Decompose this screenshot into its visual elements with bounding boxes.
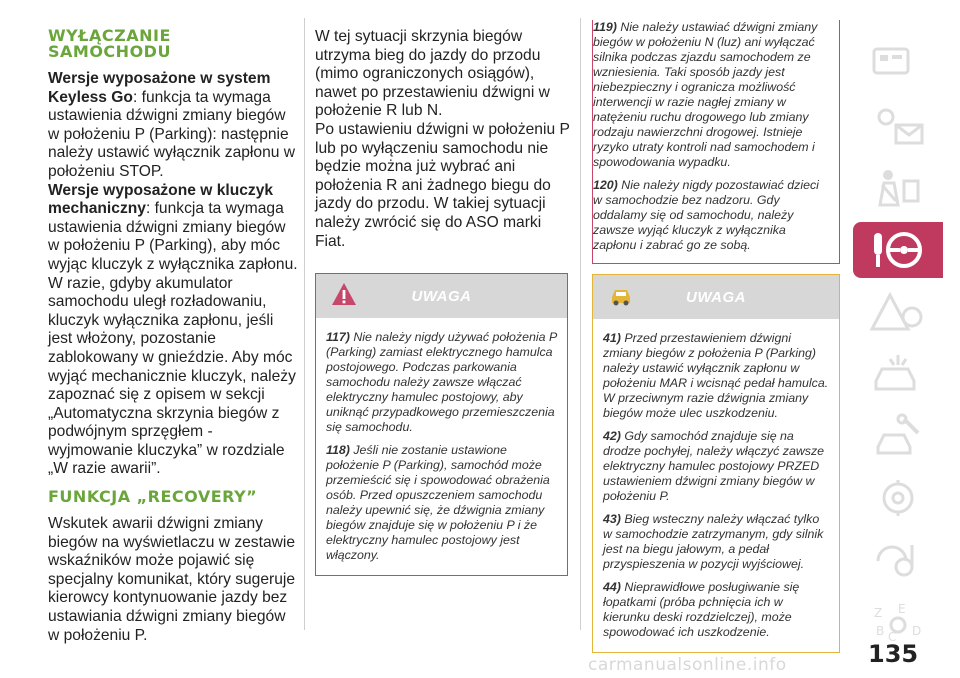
column-left bbox=[48, 28, 298, 645]
multimedia-icon bbox=[868, 537, 928, 583]
keyless-text: : funkcja ta wymaga ustawienia dźwigni zmiany biegów w położeniu P (Parking): następnie należy ustawić wyłącznik zapłonu w położeniu STOP. bbox=[48, 88, 296, 180]
paragraph-gear-hold: W tej sytuacji skrzynia biegów utrzyma bieg do jazdy do przodu (mimo ograniczonych osiągów), nawet po przestawieniu dźwigni w położenie R lub N. bbox=[315, 28, 550, 120]
watermark: carmanualsonline.info bbox=[588, 655, 787, 675]
caution-number: 44) bbox=[603, 580, 621, 594]
lights-envelope-icon bbox=[868, 103, 928, 149]
column-divider bbox=[304, 18, 305, 630]
warning-entry bbox=[326, 443, 559, 563]
technical-data-icon bbox=[868, 475, 928, 521]
caution-entry bbox=[603, 512, 831, 572]
caution-entry bbox=[603, 429, 831, 504]
mechanical-bold: Wersje wyposażone w kluczyk mechaniczny bbox=[48, 181, 274, 218]
keyless-bold: Wersje wyposażone w system Keyless Go bbox=[48, 70, 271, 106]
column-divider bbox=[580, 18, 581, 630]
chapter-tab-lights[interactable] bbox=[853, 98, 943, 154]
svg-text:B: B bbox=[876, 624, 885, 638]
alphabetical-index-icon bbox=[868, 599, 928, 645]
caution-number: 42) bbox=[603, 429, 621, 443]
column-right bbox=[592, 20, 840, 653]
page-number: 135 bbox=[868, 640, 919, 668]
chapter-tab-safety[interactable] bbox=[853, 160, 943, 216]
section-heading-shutdown: WYŁĄCZANIE SAMOCHODU bbox=[48, 26, 171, 61]
warning-box-continued bbox=[592, 20, 840, 264]
caution-number: 41) bbox=[603, 331, 621, 345]
chapter-tab-maintenance[interactable] bbox=[853, 408, 943, 464]
warning-box-body bbox=[316, 318, 567, 575]
caution-box-label: UWAGA bbox=[686, 289, 746, 306]
caution-entry bbox=[603, 580, 831, 640]
steering-wheel-key-icon bbox=[868, 227, 928, 273]
paragraph-battery: W razie, gdyby akumulator samochodu uległ rozładowaniu, kluczyk wyłącznika zapłonu, jeśli jest włożony, pozostanie zablokowany w gnieździe. Aby móc wyjąć mechanicznie kluczyk, należy zapoznać się z opisem w sekcji „Automatyczna skrzynia biegów z podwójnym sprzęgłem - wyjmowanie kluczyka” w rozdziale „W razie awarii”. bbox=[48, 274, 296, 478]
emergency-car-icon bbox=[868, 351, 928, 397]
chapter-tab-emergency[interactable] bbox=[853, 346, 943, 402]
warning-box-label: UWAGA bbox=[411, 288, 472, 306]
warning-text: Nie należy ustawiać dźwigni zmiany biegów w położeniu N (luz) ani wyłączać silnika podczas zjazdu samochodem ze wzniesienia. Taki sposób jazdy jest niebezpieczny i ogranicza możliwość interwencji w razie nagłej zmiany w natężeniu ruchu drogowego lub zmiany rodzaju nawierzchni drogowej. Istnieje ryzyko utraty kontroli nad samochodem i spowodowania wypadku. bbox=[593, 20, 818, 169]
paragraph-keyless bbox=[48, 70, 298, 182]
warning-text: Nie należy nigdy używać położenia P (Parking) zamiast elektrycznego hamulca postojowego. Podczas parkowania samochodu należy zawsze włączać elektryczny hamulec postojowy, aby uniknąć przypadkowego przemieszczenia się samochodu. bbox=[326, 330, 557, 435]
chapter-tab-driving[interactable] bbox=[853, 222, 943, 278]
warning-text: Jeśli nie zostanie ustawione położenie P (Parking), samochód może przemieścić się i spowodować obrażenia osób. Przed opuszczeniem samochodu należy upewnić się, że dźwignia zmiany biegów znajduje się w położeniu P i że elektryczny hamulec postojowy jest włączony. bbox=[326, 443, 550, 563]
svg-text:D: D bbox=[912, 624, 922, 638]
mechanical-text: : funkcja ta wymaga ustawienia dźwigni zmiany biegów w położeniu P (Parking), aby móc wyjąc kluczyk z wyłącznika zapłonu. bbox=[48, 200, 298, 273]
caution-box-body bbox=[593, 319, 839, 652]
warning-road-icon bbox=[868, 289, 928, 335]
paragraph-recovery: Wskutek awarii dźwigni zmiany biegów na wyświetlaczu w zestawie wskaźników może pojawić się specjalny komunikat, który sugeruje kierowcy kontynuowanie jazdy bez ustawiania dźwigni zmiany biegów w położeniu P. bbox=[48, 515, 296, 644]
warning-entry bbox=[326, 330, 559, 435]
caution-text: Bieg wsteczny należy włączać tylko w samochodzie zatrzymanym, gdy silnik jest na biegu jałowym, a pedał przyspieszenia w pozycji wyjściowej. bbox=[603, 512, 824, 571]
svg-text:C: C bbox=[888, 630, 897, 644]
paragraph-mechanical-key bbox=[48, 182, 298, 275]
chapter-tab-warnings[interactable] bbox=[853, 284, 943, 340]
caution-text: Nieprawidłowe posługiwanie się łopatkami (próba pchnięcia ich w kierunku deski rozdzielczej), może spowodować ich uszkodzenie. bbox=[603, 580, 800, 639]
warning-box bbox=[315, 273, 568, 576]
section-heading-recovery: FUNKCJA „RECOVERY” bbox=[48, 487, 258, 507]
caution-number: 43) bbox=[603, 512, 621, 526]
dashboard-icon bbox=[868, 41, 928, 87]
chapter-tab-dashboard[interactable] bbox=[853, 36, 943, 92]
paragraph-after-p: Po ustawieniu dźwigni w położeniu P lub po wyłączeniu samochodu nie będzie można już wybrać ani położenia R ani żadnego biegu do jazdy do przodu. W takiej sytuacji należy zwrócić się do ASO marki Fiat. bbox=[315, 120, 570, 250]
warning-entry bbox=[593, 178, 831, 253]
warning-number: 119) bbox=[593, 20, 617, 34]
caution-text: Gdy samochód znajduje się na drodze pochyłej, należy włączyć zawsze elektryczny hamulec postojowy PRZED ustawieniem dźwigni zmiany biegów w położeniu P. bbox=[603, 429, 825, 503]
chapter-tabs bbox=[853, 36, 943, 656]
column-middle bbox=[315, 28, 570, 576]
wrench-car-icon bbox=[868, 413, 928, 459]
warning-number: 117) bbox=[326, 330, 350, 345]
caution-entry bbox=[603, 331, 831, 421]
svg-text:Z: Z bbox=[874, 606, 883, 620]
warning-number: 120) bbox=[593, 178, 618, 192]
chapter-tab-multimedia[interactable] bbox=[853, 532, 943, 588]
warning-box-header bbox=[316, 274, 567, 318]
caution-box-header bbox=[593, 275, 839, 319]
warning-entry bbox=[593, 20, 831, 170]
chapter-tab-specs[interactable] bbox=[853, 470, 943, 526]
caution-text: Przed przestawieniem dźwigni zmiany biegów z położenia P (Parking) należy ustawić wyłącznik zapłonu w położeniu MAR i wcisnąć pedał hamulca. W przeciwnym razie dźwignia zmiany biegów może ulec uszkodzeniu. bbox=[603, 331, 829, 420]
seatbelt-icon bbox=[868, 165, 928, 211]
warning-number: 118) bbox=[326, 443, 350, 458]
caution-box bbox=[592, 274, 840, 653]
svg-text:E: E bbox=[898, 602, 906, 616]
warning-text: Nie należy nigdy pozostawiać dzieci w samochodzie bez nadzoru. Gdy oddalamy się od samochodu, należy zawsze wyjąć kluczyk z wyłącznika zapłonu i zabrać go ze sobą. bbox=[593, 178, 819, 252]
